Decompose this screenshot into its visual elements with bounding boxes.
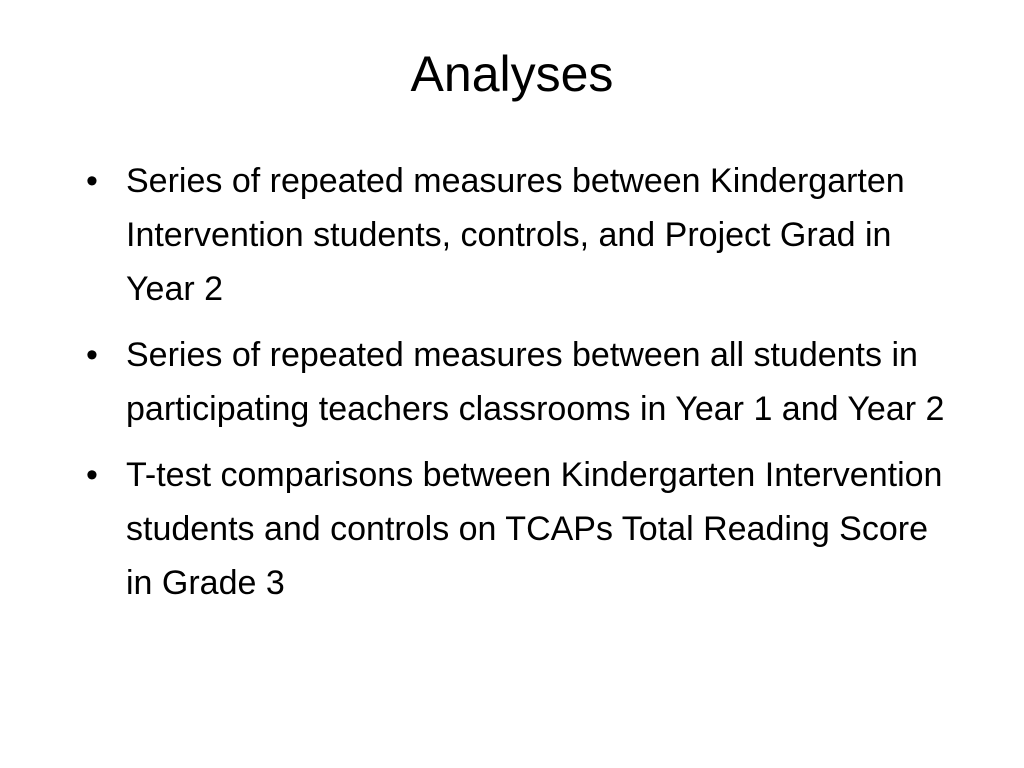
bullet-text: T-test comparisons between Kindergarten Intervention students and controls on TCAPs Total Reading Score in Grade 3 (126, 456, 943, 602)
bullet-marker: • (86, 336, 98, 374)
bullet-item (80, 154, 960, 316)
bullet-list (80, 154, 960, 622)
bullet-marker: • (86, 162, 98, 200)
slide-title: Analyses (410, 46, 614, 102)
bullet-text: Series of repeated measures between all students in participating teachers classrooms in Year 1 and Year 2 (126, 336, 945, 428)
bullet-text: Series of repeated measures between Kindergarten Intervention students, controls, and Project Grad in Year 2 (126, 162, 905, 308)
bullet-item (80, 448, 960, 610)
bullet-marker: • (86, 456, 98, 494)
bullet-item (80, 328, 960, 436)
